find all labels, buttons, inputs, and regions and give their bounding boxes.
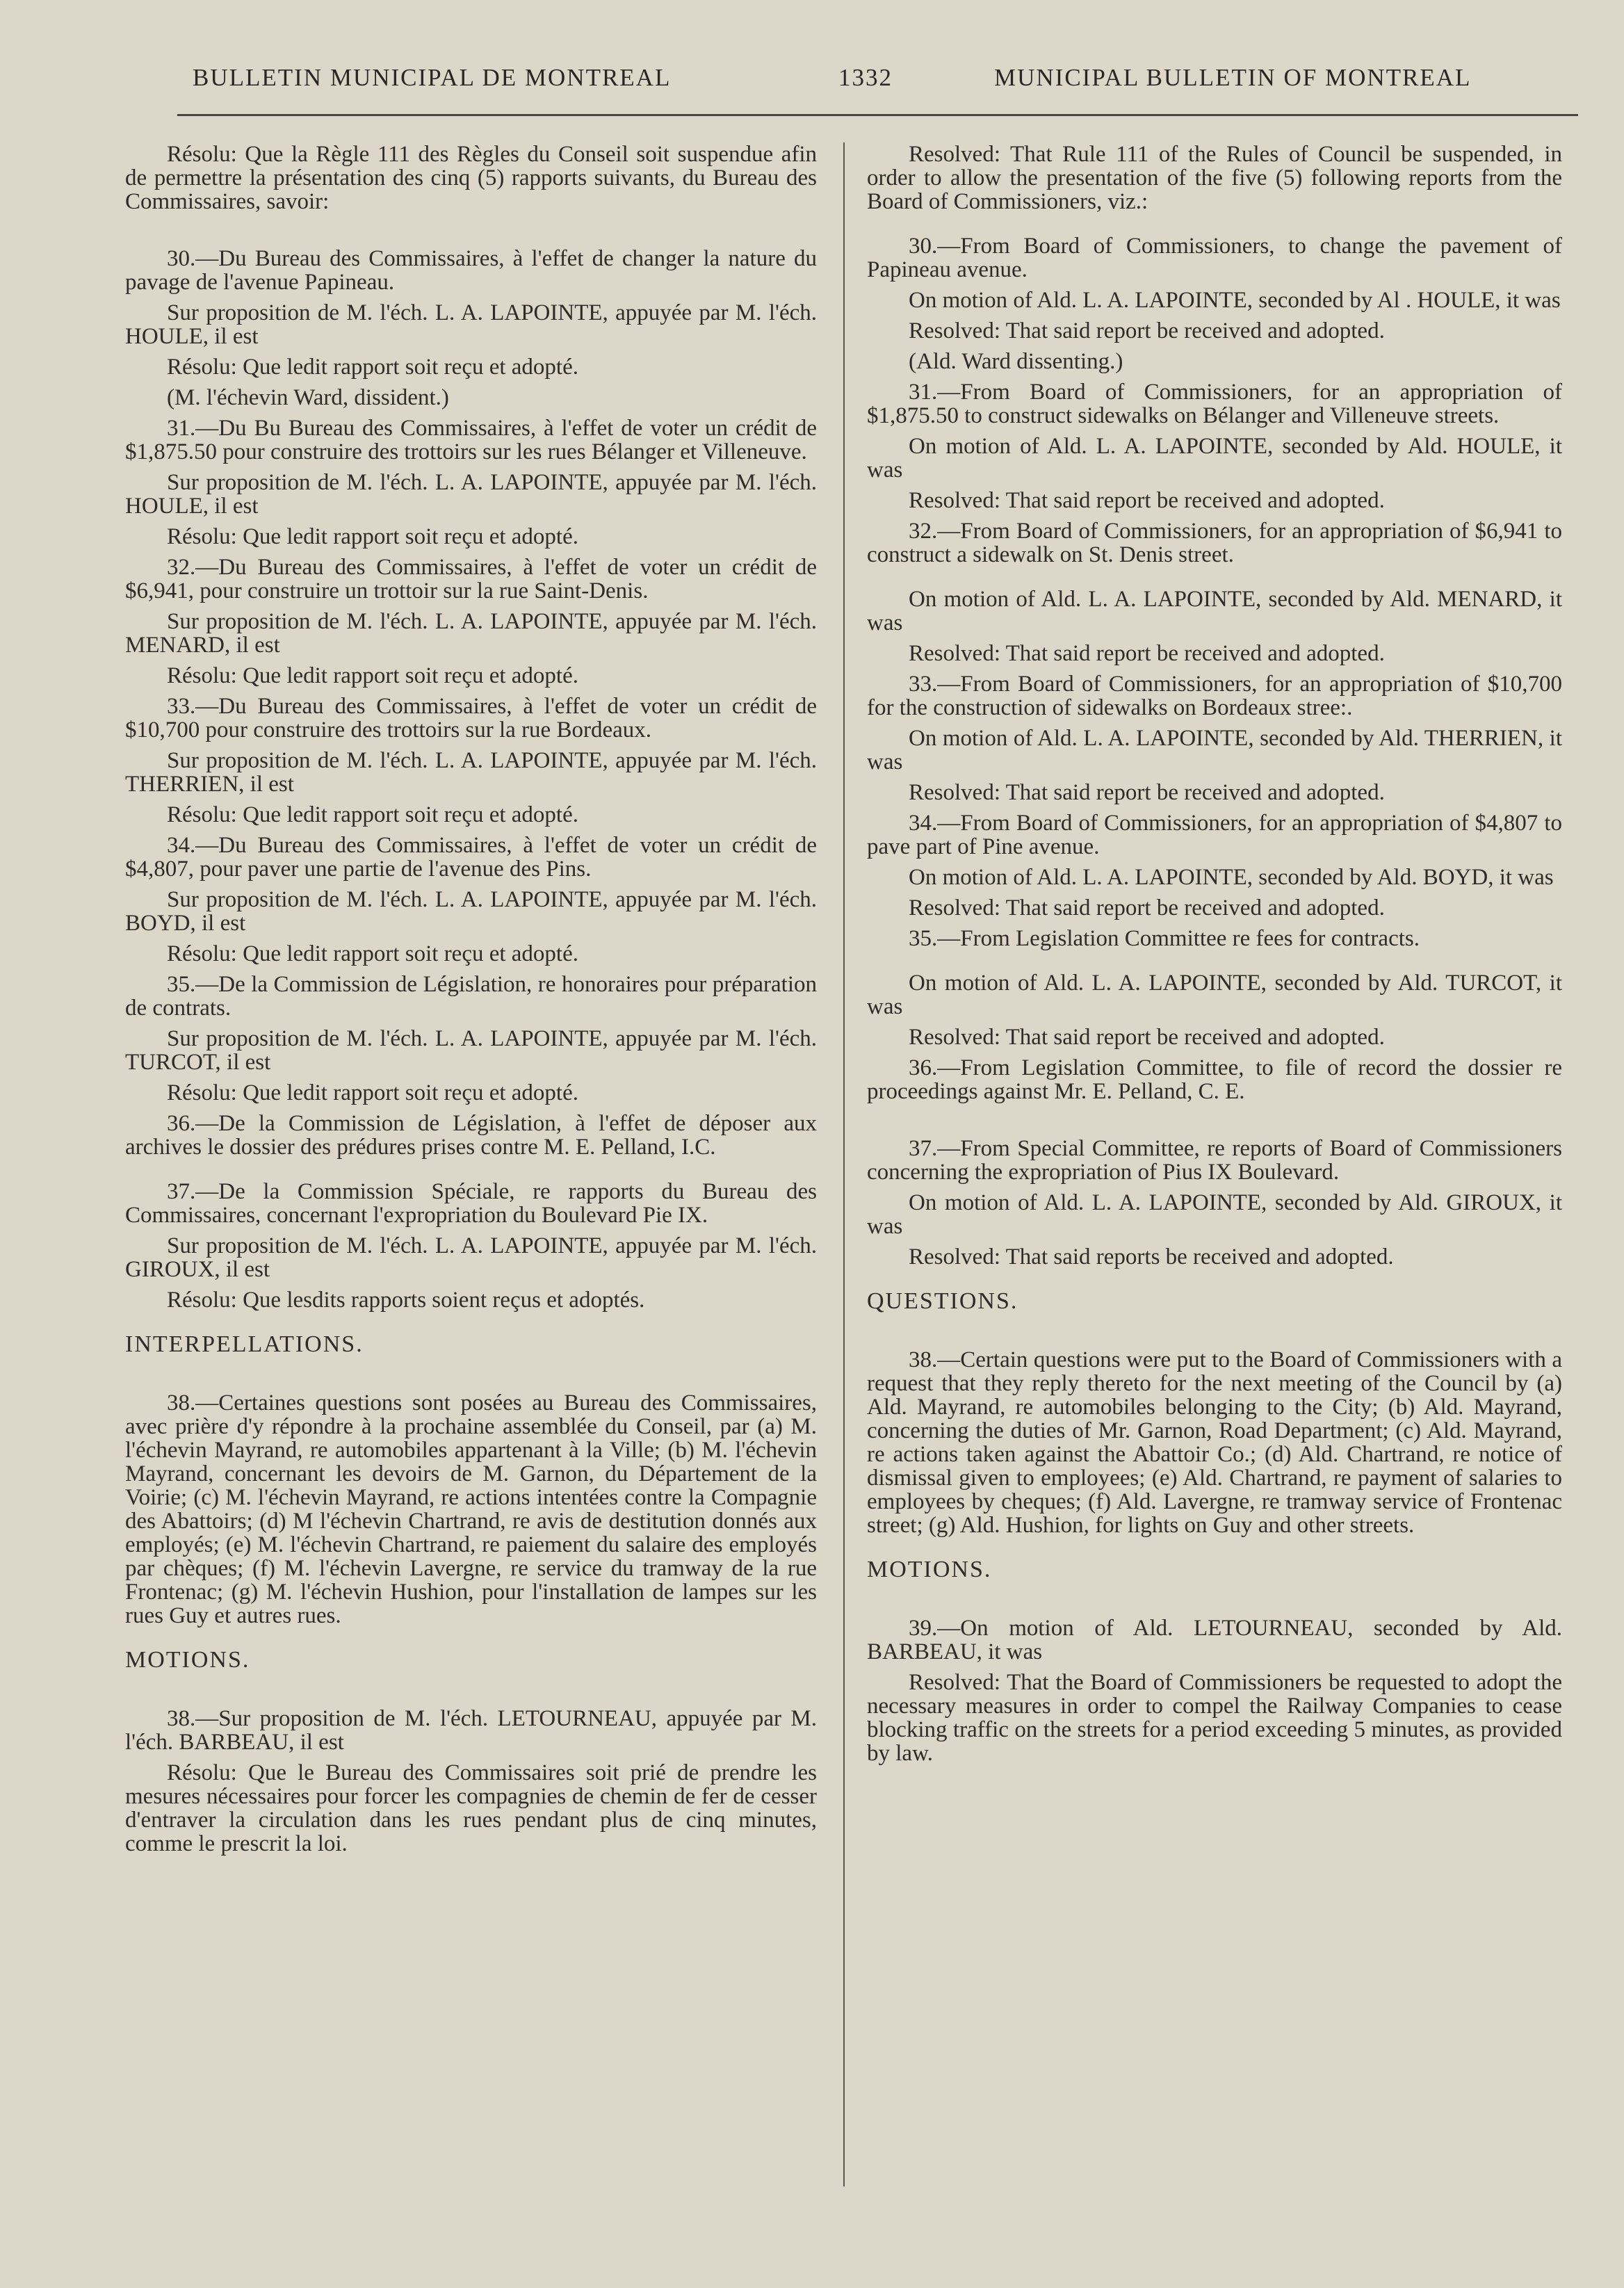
report-37-resolution: Resolved: That said reports be received and adopted. — [909, 1244, 1394, 1269]
report-35-heading: 35.—De la Commission de Législation, re honoraires pour préparation de contrats. — [125, 972, 817, 1021]
questions-paragraph: 38.—Certain questions were put to the Board of Commissioners with a request that they reply thereto for the next meeting of the Council by (a) Ald. Mayrand, re automobiles belonging to the City; (b) Ald. Mayrand, concerning the duties of Mr. Garnon, Road Department; (c) Ald. Mayrand, re actions taken against the Abattoir Co.; (d) Ald. Chartrand, re notice of dismissal given to employees; (e) Ald. Chartrand, re payment of salaries to employees by cheques; (f) Ald. Lavergne, re tramway service of Frontenac street; (g) Ald. Hushion, for lights on Guy and other streets. — [867, 1347, 1562, 1538]
motion-39-heading: 39.—On motion of Ald. LETOURNEAU, seconded by Ald. BARBEAU, it was — [867, 1616, 1562, 1664]
report-32-resolution: Résolu: Que ledit rapport soit reçu et adopté. — [167, 663, 579, 688]
report-35-motion: Sur proposition de M. l'éch. L. A. LAPOINTE, appuyée par M. l'éch. TURCOT, il est — [125, 1026, 817, 1075]
report-33-resolution: Résolu: Que ledit rapport soit reçu et adopté. — [167, 802, 579, 827]
motion-38-heading: 38.—Sur proposition de M. l'éch. LETOURNEAU, appuyée par M. l'éch. BARBEAU, il est — [125, 1706, 817, 1755]
report-30-dissent: (M. l'échevin Ward, dissident.) — [167, 385, 449, 410]
report-30-motion: On motion of Ald. L. A. LAPOINTE, seconded by Al . HOULE, it was — [909, 288, 1561, 313]
report-31-heading: 31.—Du Bu Bureau des Commissaires, à l'effet de voter un crédit de $1,875.50 pour construire des trottoirs sur les rues Bélanger et Villeneuve. — [125, 416, 817, 464]
motion-39-resolution: Resolved: That the Board of Commissioners be requested to adopt the necessary measures in order to compel the Railway Companies to cease blocking traffic on the streets for a period exceeding 5 minutes, as provided by law. — [867, 1670, 1562, 1766]
report-31-resolution: Résolu: Que ledit rapport soit reçu et adopté. — [167, 524, 579, 549]
report-33-motion: Sur proposition de M. l'éch. L. A. LAPOINTE, appuyée par M. l'éch. THERRIEN, il est — [125, 748, 817, 797]
header-title-french: BULLETIN MUNICIPAL DE MONTREAL — [193, 64, 672, 91]
report-32-resolution: Resolved: That said report be received and adopted. — [909, 641, 1385, 666]
report-34-resolution: Resolved: That said report be received and adopted. — [909, 895, 1385, 920]
report-34-resolution: Résolu: Que ledit rapport soit reçu et adopté. — [167, 941, 579, 966]
report-30-heading: 30.—From Board of Commissioners, to change the pavement of Papineau avenue. — [867, 234, 1562, 282]
column-divider — [843, 143, 845, 2186]
page-header — [0, 64, 1624, 106]
report-33-heading: 33.—From Board of Commissioners, for an appropriation of $10,700 for the construction of sidewalks on Bordeaux stree:. — [867, 672, 1562, 720]
report-32-motion: Sur proposition de M. l'éch. L. A. LAPOINTE, appuyée par M. l'éch. MENARD, il est — [125, 609, 817, 658]
report-32-motion: On motion of Ald. L. A. LAPOINTE, seconded by Ald. MENARD, it was — [867, 587, 1562, 635]
report-37-heading: 37.—From Special Committee, re reports of Board of Commissioners concerning the expropriation of Pius IX Boulevard. — [867, 1136, 1562, 1185]
report-31-heading: 31.—From Board of Commissioners, for an appropriation of $1,875.50 to construct sidewalks on Bélanger and Villeneuve streets. — [867, 380, 1562, 428]
report-34-heading: 34.—Du Bureau des Commissaires, à l'effet de voter un crédit de $4,807, pour paver une partie de l'avenue des Pins. — [125, 833, 817, 882]
section-heading-interpellations: INTERPELLATIONS. — [125, 1331, 364, 1357]
section-heading-questions: QUESTIONS. — [867, 1288, 1018, 1314]
report-36-heading: 36.—From Legislation Committee, to file of record the dossier re proceedings against Mr. E. Pelland, C. E. — [867, 1055, 1562, 1104]
report-34-heading: 34.—From Board of Commissioners, for an appropriation of $4,807 to pave part of Pine avenue. — [867, 811, 1562, 859]
report-37-motion: On motion of Ald. L. A. LAPOINTE, seconded by Ald. GIROUX, it was — [867, 1190, 1562, 1239]
page-number: 1332 — [838, 64, 893, 91]
report-30-resolution: Résolu: Que ledit rapport soit reçu et adopté. — [167, 355, 579, 380]
french-column — [125, 143, 817, 1863]
report-30-motion: Sur proposition de M. l'éch. L. A. LAPOINTE, appuyée par M. l'éch. HOULE, il est — [125, 300, 817, 349]
questions-paragraph: 38.—Certaines questions sont posées au Bureau des Commissaires, avec prière d'y répondre à la prochaine assemblée du Conseil, par (a) M. l'échevin Mayrand, re automobiles appartenant à la Ville; (b) M. l'échevin Mayrand, concernant les devoirs de M. Garnon, du Département de la Voirie; (c) M. l'échevin Mayrand, re actions intentées contre la Compagnie des Abattoirs; (d) M l'échevin Chartrand, re avis de destitution donnés aux employés; (e) M. l'échevin Chartrand, re paiement du salaire des employés par chèques; (f) M. l'échevin Lavergne, re service du tramway de la rue Frontenac; (g) M. l'échevin Hushion, pour l'installation de lampes sur les rues Guy et autres rues. — [125, 1390, 817, 1628]
report-36-heading: 36.—De la Commission de Législation, à l'effet de déposer aux archives le dossier des prédures prises contre M. E. Pelland, I.C. — [125, 1111, 817, 1160]
report-34-motion: Sur proposition de M. l'éch. L. A. LAPOINTE, appuyée par M. l'éch. BOYD, il est — [125, 887, 817, 936]
report-33-resolution: Resolved: That said report be received and adopted. — [909, 780, 1385, 805]
resolution-paragraph: Résolu: Que la Règle 111 des Règles du Conseil soit suspendue afin de permettre la présentation des cinq (5) rapports suivants, du Bureau des Commissaires, savoir: — [125, 142, 817, 214]
english-column — [867, 143, 1562, 1772]
report-35-motion: On motion of Ald. L. A. LAPOINTE, seconded by Ald. TURCOT, it was — [867, 971, 1562, 1019]
report-33-heading: 33.—Du Bureau des Commissaires, à l'effet de voter un crédit de $10,700 pour construire des trottoirs sur la rue Bordeaux. — [125, 694, 817, 743]
motion-38-resolution: Résolu: Que le Bureau des Commissaires soit prié de prendre les mesures nécessaires pour forcer les compagnies de chemin de fer de cesser d'entraver la circulation dans les rues pendant plus de cinq minutes, comme le prescrit la loi. — [125, 1760, 817, 1856]
report-30-dissent: (Ald. Ward dissenting.) — [909, 349, 1123, 374]
resolution-paragraph: Resolved: That Rule 111 of the Rules of Council be suspended, in order to allow the presentation of the five (5) following reports from the Board of Commissioners, viz.: — [867, 142, 1562, 214]
section-heading-motions: MOTIONS. — [125, 1647, 250, 1673]
report-33-motion: On motion of Ald. L. A. LAPOINTE, seconded by Ald. THERRIEN, it was — [867, 726, 1562, 774]
report-35-resolution: Resolved: That said report be received and adopted. — [909, 1025, 1385, 1050]
report-37-heading: 37.—De la Commission Spéciale, re rapports du Bureau des Commissaires, concernant l'expropriation du Boulevard Pie IX. — [125, 1179, 817, 1228]
header-rule — [177, 114, 1578, 116]
report-34-motion: On motion of Ald. L. A. LAPOINTE, seconded by Ald. BOYD, it was — [909, 865, 1554, 890]
report-30-heading: 30.—Du Bureau des Commissaires, à l'effet de changer la nature du pavage de l'avenue Papineau. — [125, 246, 817, 295]
report-31-resolution: Resolved: That said report be received and adopted. — [909, 488, 1385, 513]
header-title-english: MUNICIPAL BULLETIN OF MONTREAL — [994, 64, 1472, 91]
report-31-motion: Sur proposition de M. l'éch. L. A. LAPOINTE, appuyée par M. l'éch. HOULE, il est — [125, 470, 817, 519]
report-37-motion: Sur proposition de M. l'éch. L. A. LAPOINTE, appuyée par M. l'éch. GIROUX, il est — [125, 1233, 817, 1282]
report-37-resolution: Résolu: Que lesdits rapports soient reçus et adoptés. — [167, 1288, 645, 1313]
report-30-resolution: Resolved: That said report be received and adopted. — [909, 318, 1385, 343]
section-heading-motions: MOTIONS. — [867, 1557, 992, 1582]
report-31-motion: On motion of Ald. L. A. LAPOINTE, seconded by Ald. HOULE, it was — [867, 434, 1562, 482]
report-35-heading: 35.—From Legislation Committee re fees for contracts. — [909, 926, 1420, 951]
report-32-heading: 32.—Du Bureau des Commissaires, à l'effet de voter un crédit de $6,941, pour construire un trottoir sur la rue Saint-Denis. — [125, 555, 817, 603]
report-35-resolution: Résolu: Que ledit rapport soit reçu et adopté. — [167, 1080, 579, 1105]
report-32-heading: 32.—From Board of Commissioners, for an appropriation of $6,941 to construct a sidewalk on St. Denis street. — [867, 519, 1562, 567]
